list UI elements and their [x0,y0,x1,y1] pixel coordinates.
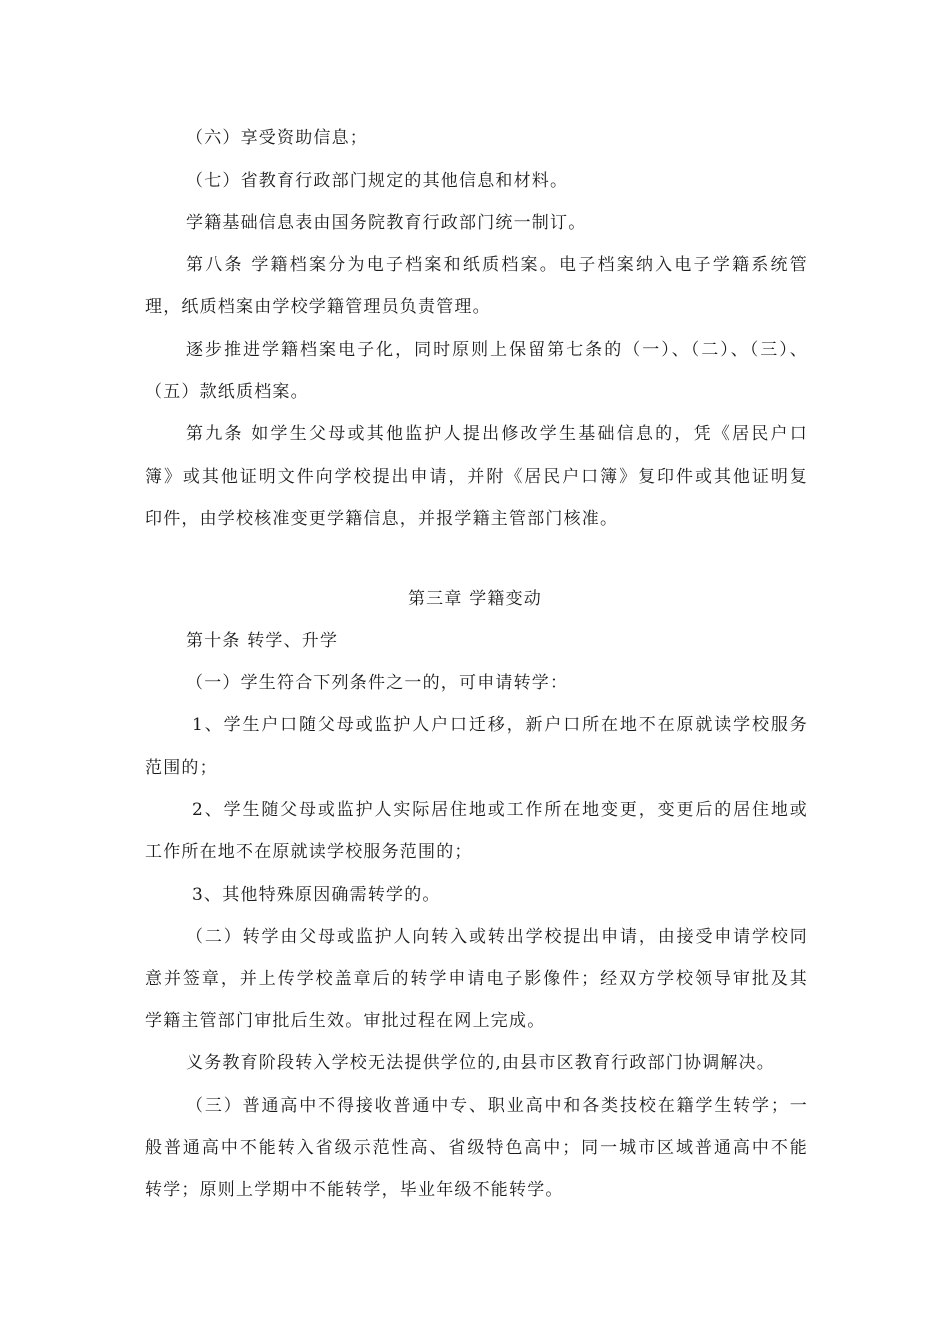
text-line: 意并签章，并上传学校盖章后的转学申请电子影像件；经双方学校领导审批及其 [145,969,808,989]
text-line: （三）普通高中不得接收普通中专、职业高中和各类技校在籍学生转学；一 [186,1096,808,1116]
text-line: （六）享受资助信息； [186,128,368,148]
text-line: 印件，由学校核准变更学籍信息，并报学籍主管部门核准。 [145,509,619,529]
text-line: 3、其他特殊原因确需转学的。 [192,885,441,905]
text-line: 逐步推进学籍档案电子化，同时原则上保留第七条的（一）、（二）、（三）、 [186,340,808,360]
chapter-heading: 第三章 学籍变动 [407,589,542,609]
text-line: 义务教育阶段转入学校无法提供学位的,由县市区教育行政部门协调解决。 [186,1053,776,1073]
text-line: 第八条 学籍档案分为电子档案和纸质档案。电子档案纳入电子学籍系统管 [186,255,808,275]
text-line: 簿》或其他证明文件向学校提出申请，并附《居民户口簿》复印件或其他证明复 [145,467,808,487]
text-line: 1、学生户口随父母或监护人户口迁移，新户口所在地不在原就读学校服务 [192,715,808,735]
text-line: 转学；原则上学期中不能转学，毕业年级不能转学。 [145,1180,564,1200]
text-line: 理，纸质档案由学校学籍管理员负责管理。 [145,297,491,317]
text-line: 工作所在地不在原就读学校服务范围的； [145,842,473,862]
text-line: 学籍主管部门审批后生效。审批过程在网上完成。 [145,1011,546,1031]
text-line: （一）学生符合下列条件之一的，可申请转学： [186,673,569,693]
text-line: （七）省教育行政部门规定的其他信息和材料。 [186,171,569,191]
text-line: （二）转学由父母或监护人向转入或转出学校提出申请，由接受申请学校同 [186,927,808,947]
text-line: 2、学生随父母或监护人实际居住地或工作所在地变更，变更后的居住地或 [192,800,808,820]
text-line: （五）款纸质档案。 [145,382,309,402]
text-line: 学籍基础信息表由国务院教育行政部门统一制订。 [186,213,587,233]
text-line: 第十条 转学、升学 [186,631,339,651]
text-line: 第九条 如学生父母或其他监护人提出修改学生基础信息的，凭《居民户口 [186,424,808,444]
text-line: 般普通高中不能转入省级示范性高、省级特色高中；同一城市区域普通高中不能 [145,1138,808,1158]
text-line: 范围的； [145,758,218,778]
